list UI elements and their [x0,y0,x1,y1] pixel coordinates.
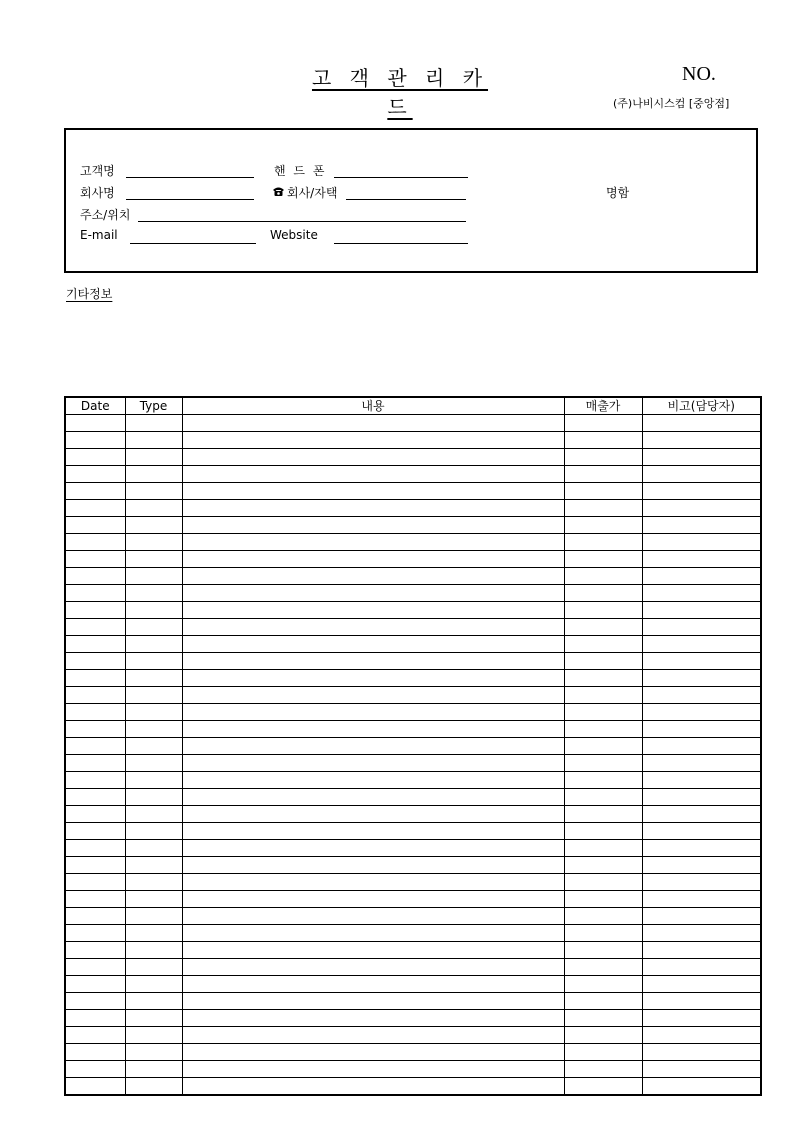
table-row [65,925,761,942]
remarks-cell[interactable] [642,449,761,466]
remarks-cell[interactable] [642,823,761,840]
content-cell[interactable] [182,1027,564,1044]
table-row [65,891,761,908]
sale-price-cell[interactable] [564,908,642,925]
date-cell[interactable] [65,925,125,942]
content-cell[interactable] [182,534,564,551]
remarks-cell[interactable] [642,534,761,551]
records-table [64,396,762,1096]
table-row [65,670,761,687]
date-cell[interactable] [65,670,125,687]
remarks-cell[interactable] [642,670,761,687]
remarks-cell[interactable] [642,1078,761,1096]
date-cell[interactable] [65,1044,125,1061]
table-row [65,432,761,449]
sale-price-cell[interactable] [564,670,642,687]
website-label: Website [270,228,318,242]
table-row [65,585,761,602]
content-cell[interactable] [182,908,564,925]
type-cell[interactable] [125,585,182,602]
date-cell[interactable] [65,874,125,891]
table-row [65,568,761,585]
content-cell[interactable] [182,653,564,670]
type-cell[interactable] [125,721,182,738]
type-cell[interactable] [125,619,182,636]
table-row [65,823,761,840]
table-row [65,908,761,925]
sale-price-cell[interactable] [564,602,642,619]
etc-info-area[interactable] [66,304,756,384]
sale-price-cell[interactable] [564,1044,642,1061]
table-header-row [65,397,761,415]
table-row [65,704,761,721]
content-cell[interactable] [182,1078,564,1096]
content-cell[interactable] [182,432,564,449]
type-cell[interactable] [125,857,182,874]
sale-price-cell[interactable] [564,823,642,840]
table-row [65,942,761,959]
content-cell[interactable] [182,942,564,959]
mobile-label: 핸 드 폰 [274,164,327,178]
table-row [65,857,761,874]
table-row [65,840,761,857]
remarks-cell[interactable] [642,857,761,874]
company-name-label: 회사명 [80,186,115,200]
remarks-cell[interactable] [642,874,761,891]
table-row [65,653,761,670]
content-cell[interactable] [182,466,564,483]
remarks-cell[interactable] [642,806,761,823]
table-row [65,1061,761,1078]
content-cell[interactable] [182,551,564,568]
remarks-cell[interactable] [642,942,761,959]
content-cell[interactable] [182,772,564,789]
type-cell[interactable] [125,534,182,551]
type-cell[interactable] [125,925,182,942]
business-card-label: 명함 [606,186,630,200]
date-cell[interactable] [65,721,125,738]
date-cell[interactable] [65,891,125,908]
remarks-cell[interactable] [642,891,761,908]
content-cell[interactable] [182,823,564,840]
address-label: 주소/위치 [80,208,131,222]
sale-price-cell[interactable] [564,738,642,755]
date-cell[interactable] [65,1010,125,1027]
date-cell[interactable] [65,500,125,517]
sale-price-cell[interactable] [564,415,642,432]
date-cell[interactable] [65,466,125,483]
sale-price-cell[interactable] [564,1027,642,1044]
date-cell[interactable] [65,415,125,432]
column-header-date: Date [65,397,125,415]
table-row [65,449,761,466]
remarks-cell[interactable] [642,908,761,925]
table-row [65,1044,761,1061]
table-row [65,976,761,993]
date-cell[interactable] [65,789,125,806]
date-cell[interactable] [65,585,125,602]
sale-price-cell[interactable] [564,789,642,806]
remarks-cell[interactable] [642,483,761,500]
page-title: 고 객 관 리 카 드 [311,66,489,119]
type-cell[interactable] [125,772,182,789]
type-cell[interactable] [125,891,182,908]
type-cell[interactable] [125,1061,182,1078]
remarks-cell[interactable] [642,738,761,755]
sale-price-cell[interactable] [564,857,642,874]
date-cell[interactable] [65,568,125,585]
company-name-field[interactable] [126,199,254,200]
remarks-cell[interactable] [642,772,761,789]
date-cell[interactable] [65,1027,125,1044]
remarks-cell[interactable] [642,636,761,653]
table-row [65,602,761,619]
remarks-cell[interactable] [642,585,761,602]
remarks-cell[interactable] [642,755,761,772]
type-cell[interactable] [125,670,182,687]
remarks-cell[interactable] [642,653,761,670]
type-cell[interactable] [125,500,182,517]
sale-price-cell[interactable] [564,534,642,551]
type-cell[interactable] [125,823,182,840]
sale-price-cell[interactable] [564,1010,642,1027]
date-cell[interactable] [65,704,125,721]
content-cell[interactable] [182,568,564,585]
table-row [65,1010,761,1027]
content-cell[interactable] [182,500,564,517]
remarks-cell[interactable] [642,840,761,857]
content-cell[interactable] [182,840,564,857]
type-cell[interactable] [125,806,182,823]
remarks-cell[interactable] [642,568,761,585]
content-cell[interactable] [182,959,564,976]
sale-price-cell[interactable] [564,925,642,942]
type-cell[interactable] [125,874,182,891]
telephone-icon [272,184,285,198]
date-cell[interactable] [65,857,125,874]
sale-price-cell[interactable] [564,959,642,976]
type-cell[interactable] [125,789,182,806]
table-row [65,772,761,789]
type-cell[interactable] [125,466,182,483]
date-cell[interactable] [65,619,125,636]
content-cell[interactable] [182,585,564,602]
date-cell[interactable] [65,534,125,551]
remarks-cell[interactable] [642,687,761,704]
type-cell[interactable] [125,636,182,653]
content-cell[interactable] [182,1044,564,1061]
table-row [65,806,761,823]
content-cell[interactable] [182,891,564,908]
table-row [65,517,761,534]
content-cell[interactable] [182,602,564,619]
date-cell[interactable] [65,840,125,857]
sale-price-cell[interactable] [564,840,642,857]
sale-price-cell[interactable] [564,653,642,670]
table-row [65,1027,761,1044]
table-row [65,993,761,1010]
sale-price-cell[interactable] [564,568,642,585]
sale-price-cell[interactable] [564,993,642,1010]
remarks-cell[interactable] [642,704,761,721]
remarks-cell[interactable] [642,466,761,483]
content-cell[interactable] [182,993,564,1010]
date-cell[interactable] [65,1061,125,1078]
sale-price-cell[interactable] [564,432,642,449]
date-cell[interactable] [65,1078,125,1096]
remarks-cell[interactable] [642,1044,761,1061]
date-cell[interactable] [65,942,125,959]
sale-price-cell[interactable] [564,466,642,483]
customer-name-field[interactable] [126,177,254,178]
type-cell[interactable] [125,755,182,772]
records-body [65,415,761,1096]
type-cell[interactable] [125,1078,182,1096]
table-row [65,466,761,483]
column-header-remarks: 비고(담당자) [642,397,761,415]
column-header-content: 내용 [182,397,564,415]
table-row [65,551,761,568]
date-cell[interactable] [65,483,125,500]
type-cell[interactable] [125,415,182,432]
date-cell[interactable] [65,602,125,619]
content-cell[interactable] [182,857,564,874]
sale-price-cell[interactable] [564,704,642,721]
sale-price-cell[interactable] [564,891,642,908]
table-row [65,483,761,500]
remarks-cell[interactable] [642,619,761,636]
date-cell[interactable] [65,755,125,772]
email-field[interactable] [130,243,256,244]
date-cell[interactable] [65,551,125,568]
remarks-cell[interactable] [642,993,761,1010]
column-header-sale-price: 매출가 [564,397,642,415]
sale-price-cell[interactable] [564,942,642,959]
table-row [65,789,761,806]
type-cell[interactable] [125,976,182,993]
content-cell[interactable] [182,687,564,704]
date-cell[interactable] [65,636,125,653]
sale-price-cell[interactable] [564,619,642,636]
remarks-cell[interactable] [642,1010,761,1027]
sale-price-cell[interactable] [564,721,642,738]
sale-price-cell[interactable] [564,976,642,993]
remarks-cell[interactable] [642,789,761,806]
type-cell[interactable] [125,551,182,568]
table-row [65,636,761,653]
address-field[interactable] [138,221,466,222]
sale-price-cell[interactable] [564,874,642,891]
type-cell[interactable] [125,602,182,619]
phone-field[interactable] [346,199,466,200]
sale-price-cell[interactable] [564,772,642,789]
type-cell[interactable] [125,959,182,976]
remarks-cell[interactable] [642,959,761,976]
sale-price-cell[interactable] [564,585,642,602]
remarks-cell[interactable] [642,517,761,534]
date-cell[interactable] [65,738,125,755]
table-row [65,721,761,738]
content-cell[interactable] [182,1010,564,1027]
type-cell[interactable] [125,908,182,925]
date-cell[interactable] [65,432,125,449]
date-cell[interactable] [65,687,125,704]
sale-price-cell[interactable] [564,1078,642,1096]
remarks-cell[interactable] [642,1027,761,1044]
type-cell[interactable] [125,653,182,670]
etc-info-label: 기타정보 [66,287,113,301]
content-cell[interactable] [182,449,564,466]
content-cell[interactable] [182,789,564,806]
remarks-cell[interactable] [642,925,761,942]
content-cell[interactable] [182,517,564,534]
type-cell[interactable] [125,1044,182,1061]
content-cell[interactable] [182,415,564,432]
date-cell[interactable] [65,976,125,993]
type-cell[interactable] [125,704,182,721]
phone-label: 회사/자택 [287,186,338,200]
remarks-cell[interactable] [642,415,761,432]
content-cell[interactable] [182,670,564,687]
sale-price-cell[interactable] [564,636,642,653]
content-cell[interactable] [182,483,564,500]
date-cell[interactable] [65,959,125,976]
sale-price-cell[interactable] [564,483,642,500]
content-cell[interactable] [182,1061,564,1078]
type-cell[interactable] [125,738,182,755]
table-row [65,619,761,636]
table-row [65,500,761,517]
table-row [65,755,761,772]
type-cell[interactable] [125,1027,182,1044]
date-cell[interactable] [65,908,125,925]
type-cell[interactable] [125,840,182,857]
date-cell[interactable] [65,653,125,670]
table-row [65,687,761,704]
type-cell[interactable] [125,432,182,449]
date-cell[interactable] [65,806,125,823]
type-cell[interactable] [125,942,182,959]
table-row [65,959,761,976]
sale-price-cell[interactable] [564,551,642,568]
customer-name-label: 고객명 [80,164,115,178]
remarks-cell[interactable] [642,1061,761,1078]
date-cell[interactable] [65,517,125,534]
sale-price-cell[interactable] [564,755,642,772]
content-cell[interactable] [182,806,564,823]
type-cell[interactable] [125,993,182,1010]
remarks-cell[interactable] [642,602,761,619]
column-header-type: Type [125,397,182,415]
sale-price-cell[interactable] [564,1061,642,1078]
table-row [65,415,761,432]
email-label: E-mail [80,228,118,242]
remarks-cell[interactable] [642,432,761,449]
sale-price-cell[interactable] [564,806,642,823]
date-cell[interactable] [65,823,125,840]
remarks-cell[interactable] [642,500,761,517]
website-field[interactable] [334,243,468,244]
content-cell[interactable] [182,704,564,721]
remarks-cell[interactable] [642,976,761,993]
type-cell[interactable] [125,568,182,585]
sale-price-cell[interactable] [564,449,642,466]
sale-price-cell[interactable] [564,517,642,534]
remarks-cell[interactable] [642,551,761,568]
type-cell[interactable] [125,449,182,466]
type-cell[interactable] [125,517,182,534]
content-cell[interactable] [182,619,564,636]
content-cell[interactable] [182,755,564,772]
content-cell[interactable] [182,874,564,891]
content-cell[interactable] [182,976,564,993]
company-branch: (주)나비시스컴 [중앙점] [613,97,730,110]
remarks-cell[interactable] [642,721,761,738]
sale-price-cell[interactable] [564,687,642,704]
table-row [65,534,761,551]
content-cell[interactable] [182,738,564,755]
date-cell[interactable] [65,993,125,1010]
card-number-label: NO. [682,63,716,85]
content-cell[interactable] [182,721,564,738]
mobile-field[interactable] [334,177,468,178]
content-cell[interactable] [182,925,564,942]
date-cell[interactable] [65,772,125,789]
table-row [65,874,761,891]
sale-price-cell[interactable] [564,500,642,517]
date-cell[interactable] [65,449,125,466]
customer-info-box [64,128,758,273]
table-row [65,1078,761,1096]
type-cell[interactable] [125,483,182,500]
type-cell[interactable] [125,1010,182,1027]
type-cell[interactable] [125,687,182,704]
table-row [65,738,761,755]
content-cell[interactable] [182,636,564,653]
